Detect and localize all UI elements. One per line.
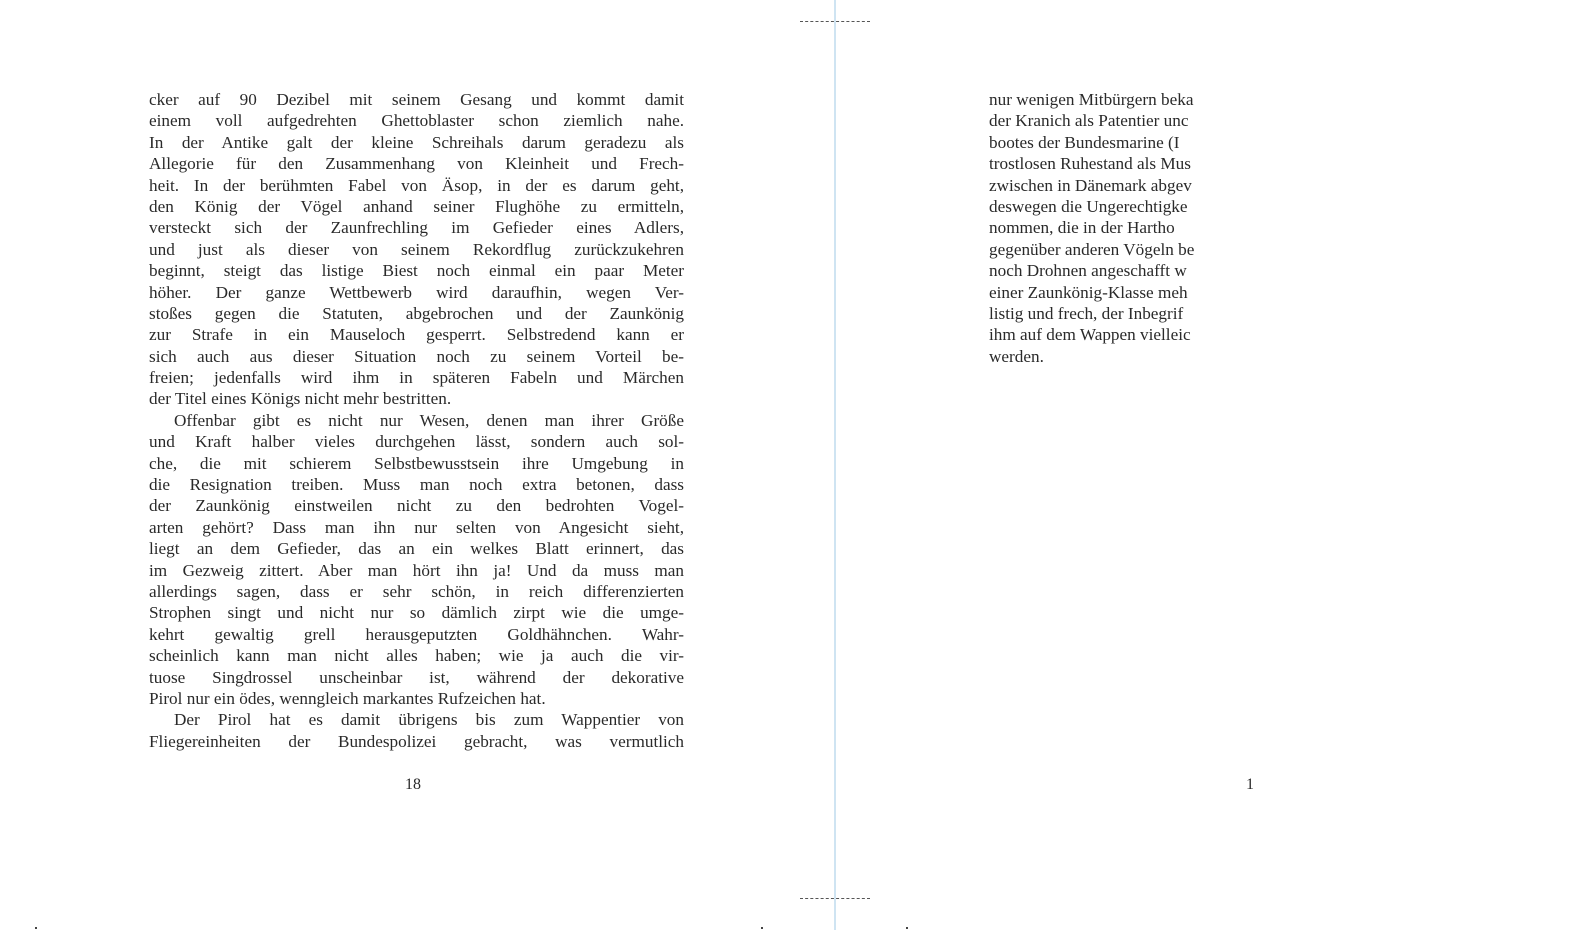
text-line: einem voll aufgedrehten Ghettoblaster schon ziemlich nahe. bbox=[149, 111, 684, 131]
text-line: deswegen die Ungerechtigke bbox=[989, 196, 1188, 216]
text-line: und Kraft halber vieles durchgehen lässt, sondern auch sol- bbox=[149, 432, 684, 452]
text-line: scheinlich kann man nicht alles haben; wie ja auch die vir- bbox=[149, 646, 684, 666]
text-line: allerdings sagen, dass er sehr schön, in reich differenzierten bbox=[149, 581, 684, 601]
text-line: freien; jedenfalls wird ihm in späteren Fabeln und Märchen bbox=[149, 368, 684, 388]
left-page-body-text bbox=[149, 89, 684, 752]
text-line: nommen, die in der Hartho bbox=[989, 218, 1175, 238]
text-line: trostlosen Ruhestand als Mus bbox=[989, 154, 1191, 174]
trim-mark bbox=[35, 927, 37, 929]
text-line: höher. Der ganze Wettbewerb wird daraufhin, wegen Ver- bbox=[149, 282, 684, 302]
text-line: tuose Singdrossel unscheinbar ist, während der dekorative bbox=[149, 667, 684, 687]
trim-mark bbox=[761, 927, 763, 929]
text-line: versteckt sich der Zaunfrechling im Gefieder eines Adlers, bbox=[149, 218, 684, 238]
text-line: Strophen singt und nicht nur so dämlich zirpt wie die umge- bbox=[149, 603, 684, 623]
text-line: im Gezweig zittert. Aber man hört ihn ja! Und da muss man bbox=[149, 560, 684, 580]
text-line: stoßes gegen die Statuten, abgebrochen und der Zaunkönig bbox=[149, 303, 684, 323]
text-line: zwischen in Dänemark abgev bbox=[989, 175, 1192, 195]
text-line-paragraph-start: Offenbar gibt es nicht nur Wesen, denen man ihrer Größe bbox=[174, 410, 684, 430]
text-line: und just als dieser von seinem Rekordflug zurückzukehren bbox=[149, 239, 684, 259]
text-line: arten gehört? Dass man ihn nur selten von Angesicht sieht, bbox=[149, 517, 684, 537]
right-page bbox=[836, 0, 1253, 930]
right-page-body-text bbox=[989, 89, 1589, 367]
text-line: Allegorie für den Zusammenhang von Kleinheit und Frech- bbox=[149, 154, 684, 174]
text-line: noch Drohnen angeschafft w bbox=[989, 261, 1187, 281]
text-line: werden. bbox=[989, 346, 1044, 366]
text-line: der Kranich als Patentier unc bbox=[989, 111, 1189, 131]
text-line: sich auch aus dieser Situation noch zu seinem Vorteil be- bbox=[149, 346, 684, 366]
page-number: 18 bbox=[405, 776, 421, 793]
text-line: che, die mit schierem Selbstbewusstsein ihre Umgebung in bbox=[149, 453, 684, 473]
text-line-paragraph-end: Pirol nur ein ödes, wenngleich markantes Rufzeichen hat. bbox=[149, 688, 546, 708]
text-line: der Zaunkönig einstweilen nicht zu den bedrohten Vogel- bbox=[149, 496, 684, 516]
page-number: 1 bbox=[1246, 776, 1254, 793]
text-line: listig und frech, der Inbegrif bbox=[989, 303, 1184, 323]
text-line: liegt an dem Gefieder, das an ein welkes Blatt erinnert, das bbox=[149, 539, 684, 559]
text-line-paragraph-start: Der Pirol hat es damit übrigens bis zum Wappentier von bbox=[174, 710, 684, 730]
text-line: nur wenigen Mitbürgern beka bbox=[989, 90, 1194, 109]
text-line: Fliegereinheiten der Bundespolizei gebracht, was vermutlich bbox=[149, 731, 684, 751]
text-line: die Resignation treiben. Muss man noch extra betonen, dass bbox=[149, 475, 684, 495]
text-line: In der Antike galt der kleine Schreihals darum geradezu als bbox=[149, 132, 684, 152]
text-line: kehrt gewaltig grell herausgeputzten Goldhähnchen. Wahr- bbox=[149, 624, 684, 644]
text-line: cker auf 90 Dezibel mit seinem Gesang und kommt damit bbox=[149, 90, 684, 109]
text-line: beginnt, steigt das listige Biest noch einmal ein paar Meter bbox=[149, 261, 684, 281]
text-line: einer Zaunkönig-Klasse meh bbox=[989, 282, 1188, 302]
text-line: bootes der Bundesmarine (I bbox=[989, 132, 1180, 152]
text-line: ihm auf dem Wappen vielleic bbox=[989, 325, 1191, 345]
text-line: zur Strafe in ein Mauseloch gesperrt. Selbstredend kann er bbox=[149, 325, 684, 345]
text-line: den König der Vögel anhand seiner Flughöhe zu ermitteln, bbox=[149, 196, 684, 216]
text-line: heit. In der berühmten Fabel von Äsop, in der es darum geht, bbox=[149, 175, 684, 195]
text-line: gegenüber anderen Vögeln be bbox=[989, 239, 1195, 259]
text-line-paragraph-end: der Titel eines Königs nicht mehr bestritten. bbox=[149, 389, 452, 409]
